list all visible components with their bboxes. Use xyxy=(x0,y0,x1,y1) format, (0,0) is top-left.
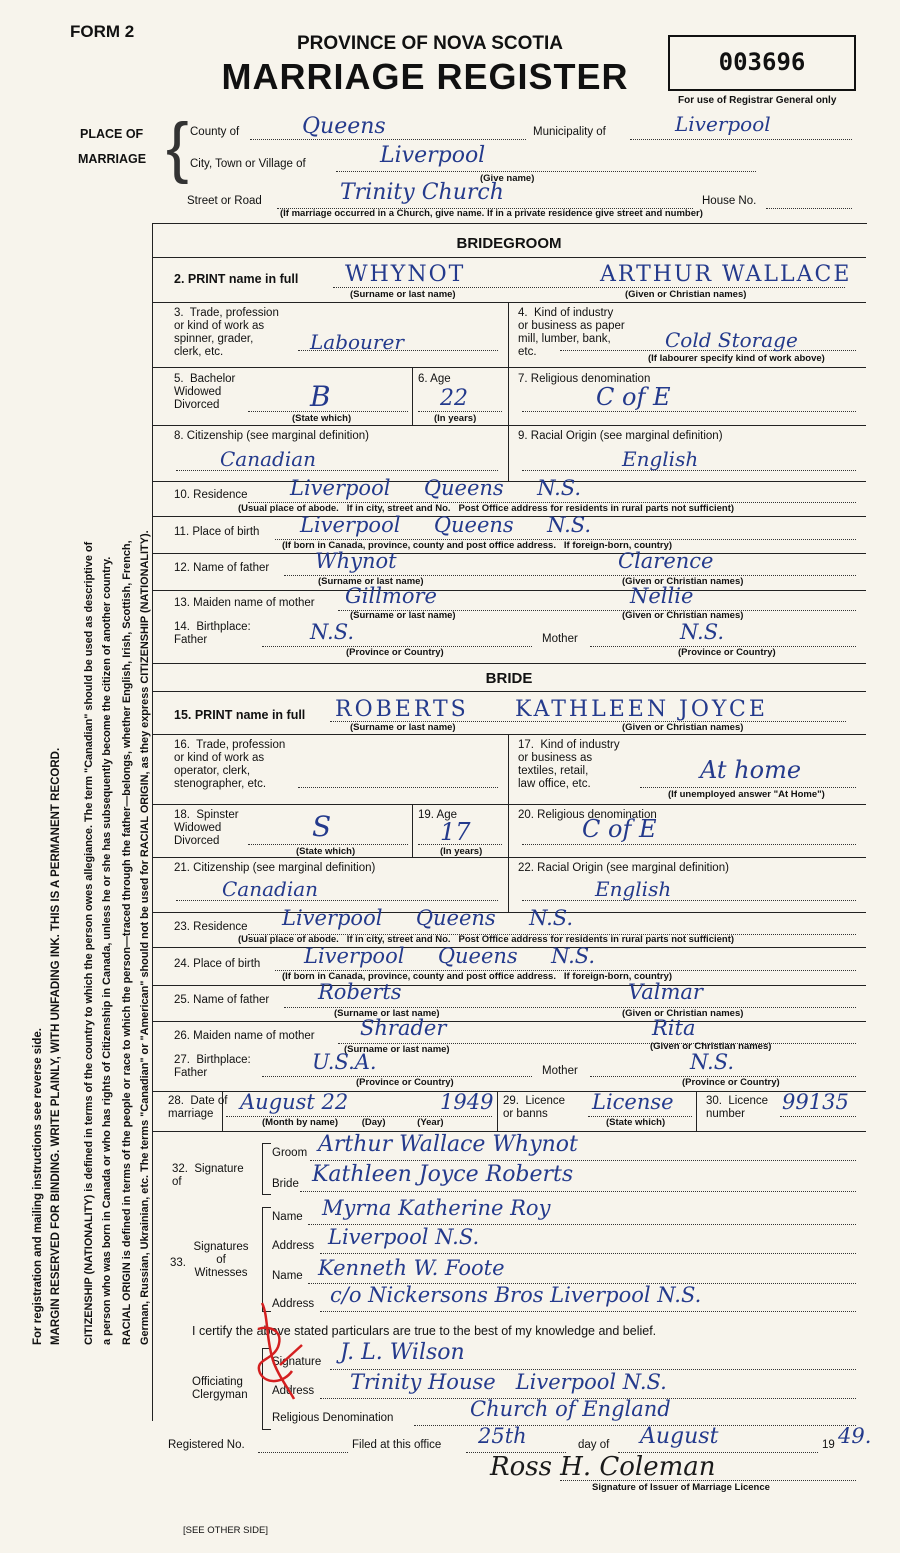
bride-status-label: 18. Spinster Widowed Divorced xyxy=(174,809,239,847)
groom-birthplaces-label: 14. Birthplace: Father xyxy=(174,621,251,646)
groom-father-given-caption: (Given or Christian names) xyxy=(622,576,744,587)
groom-trade: Labourer xyxy=(310,330,404,354)
groom-mother-given-caption: (Given or Christian names) xyxy=(622,610,744,621)
bride-mother-given-caption: (Given or Christian names) xyxy=(650,1041,772,1052)
groom-age-caption: (In years) xyxy=(434,413,477,424)
filed-label: Filed at this office xyxy=(352,1439,442,1451)
clergy-label: Officiating Clergyman xyxy=(192,1376,248,1401)
groom-industry-caption: (If labourer specify kind of work above) xyxy=(648,353,825,364)
margin-line-4: a person who was born in Canada or who has rights of Citizenship in Canada, unless he or she has subsequently become the citizen of another country. xyxy=(101,556,113,1345)
city-value: Liverpool xyxy=(380,143,486,168)
see-other-side: [SEE OTHER SIDE] xyxy=(183,1525,268,1536)
witness1-name-label: Name xyxy=(272,1211,303,1223)
bride-father-given: Valmar xyxy=(628,980,703,1004)
bride-surname: ROBERTS xyxy=(335,697,469,722)
groom-mother-surname-caption: (Surname or last name) xyxy=(350,610,456,621)
groom-father-given: Clarence xyxy=(618,549,714,573)
bride-industry-caption: (If unemployed answer "At Home") xyxy=(668,789,825,800)
bride-signature: Kathleen Joyce Roberts xyxy=(312,1162,574,1187)
form-label: FORM 2 xyxy=(70,22,135,41)
groom-religion-label: 7. Religious denomination xyxy=(518,373,651,385)
issuer-caption: Signature of Issuer of Marriage Licence xyxy=(592,1482,770,1493)
groom-residence: Liverpool Queens N.S. xyxy=(290,476,582,500)
groom-birthplace-label: 11. Place of birth xyxy=(174,526,260,538)
street-value: Trinity Church xyxy=(340,180,504,205)
bride-mother-birthplace: N.S. xyxy=(690,1050,735,1074)
witness1-address-label: Address xyxy=(272,1240,315,1252)
bride-birthplace-label: 24. Place of birth xyxy=(174,958,261,970)
bride-mother-surname: Shrader xyxy=(360,1016,447,1040)
licence-banns-label: 29. Licence or banns xyxy=(503,1095,566,1120)
margin-line-6: German, Russian, Ukrainian, etc. The terms "Canadian" or "American" should not be used for RACIAL ORIGIN, as they express CITIZENSHIP (NATIONALITY). xyxy=(139,530,151,1345)
bride-mother-given: Rita xyxy=(652,1016,696,1040)
municipality-label: Municipality of xyxy=(533,126,606,138)
bride-mother-province-caption: (Province or Country) xyxy=(682,1077,780,1088)
province-title: PROVINCE OF NOVA SCOTIA xyxy=(296,33,564,54)
groom-father-label: 12. Name of father xyxy=(174,562,270,574)
groom-citizenship: Canadian xyxy=(220,447,317,471)
bride-residence-label: 23. Residence xyxy=(174,921,248,933)
bride-father-surname: Roberts xyxy=(318,980,402,1004)
bride-birthplace: Liverpool Queens N.S. xyxy=(304,944,596,968)
bride-given: KATHLEEN JOYCE xyxy=(515,697,768,722)
filed-day: 25th xyxy=(478,1424,527,1448)
bride-father-given-caption: (Given or Christian names) xyxy=(622,1008,744,1019)
bride-industry-label: 17. Kind of industry or business as textiles, retail, law office, etc. xyxy=(518,739,620,790)
place-brace: { xyxy=(166,109,189,185)
bride-religion: C of E xyxy=(582,815,657,843)
witness2-name: Kenneth W. Foote xyxy=(318,1256,505,1280)
groom-mother-given: Nellie xyxy=(630,584,694,608)
bride-citizenship: Canadian xyxy=(222,877,319,901)
clergy-signature-label: Signature xyxy=(272,1356,322,1368)
bride-industry: At home xyxy=(700,756,802,784)
bride-religion-label: 20. Religious denomination xyxy=(518,809,657,821)
street-label: Street or Road xyxy=(187,195,262,207)
marriage-year: 1949 xyxy=(440,1090,494,1114)
marriage-month-day: August 22 xyxy=(240,1090,349,1114)
bride-birthplaces-label: 27. Birthplace: Father xyxy=(174,1054,251,1079)
clergy-address: Trinity House Liverpool N.S. xyxy=(350,1370,667,1394)
certify-statement: I certify the above stated particulars are true to the best of my knowledge and belief. xyxy=(192,1324,657,1338)
bride-father-surname-caption: (Surname or last name) xyxy=(334,1008,440,1019)
groom-father-birthplace: N.S. xyxy=(310,620,355,644)
licence-or-banns: License xyxy=(592,1090,674,1114)
marriage-date-label: 28. Date of marriage xyxy=(168,1095,228,1120)
groom-mother-birthplace: N.S. xyxy=(680,620,725,644)
bride-surname-caption: (Surname or last name) xyxy=(350,722,456,733)
bride-age-caption: (In years) xyxy=(440,846,483,857)
licence-state-caption: (State which) xyxy=(606,1117,666,1128)
bride-father-label: 25. Name of father xyxy=(174,994,270,1006)
filed-month: August xyxy=(640,1424,719,1449)
signature-of-label: 32. Signature of xyxy=(172,1163,244,1188)
bride-father-birthplace: U.S.A. xyxy=(312,1050,377,1074)
groom-racial-label: 9. Racial Origin (see marginal definition) xyxy=(518,430,723,442)
bride-status: S xyxy=(312,810,332,843)
groom-status: B xyxy=(310,380,331,413)
groom-birthplace-caption: (If born in Canada, province, county and post office address. If foreign-born, country) xyxy=(282,540,673,551)
groom-age-label: 6. Age xyxy=(418,373,451,385)
groom-birthplace: Liverpool Queens N.S. xyxy=(300,513,592,537)
bride-age: 17 xyxy=(440,818,471,846)
groom-father-province-caption: (Province or Country) xyxy=(346,647,444,658)
bride-mother-label: 26. Maiden name of mother xyxy=(174,1030,315,1042)
bride-birthplace-caption: (If born in Canada, province, county and post office address. If foreign-born, country) xyxy=(282,971,673,982)
bride-mother-surname-caption: (Surname or last name) xyxy=(344,1044,450,1055)
place-label-1: PLACE OF xyxy=(80,127,144,141)
licence-number-label: 30. Licence number xyxy=(706,1095,769,1120)
bride-sign-label: Bride xyxy=(272,1178,299,1190)
groom-industry: Cold Storage xyxy=(665,328,798,352)
groom-status-label: 5. Bachelor Widowed Divorced xyxy=(174,373,236,411)
issuer-signature: Ross H. Coleman xyxy=(490,1452,716,1482)
register-number: 003696 xyxy=(718,48,806,76)
house-label: House No. xyxy=(702,195,757,207)
give-name-caption: (Give name) xyxy=(480,173,535,184)
clergy-denomination: Church of England xyxy=(470,1397,671,1421)
bride-residence-caption: (Usual place of abode. If in city, street and No. Post Office address for residents in rural parts not sufficient) xyxy=(238,934,735,945)
groom-given: ARTHUR WALLACE xyxy=(600,262,852,287)
groom-name-label: 2. PRINT name in full xyxy=(174,272,299,286)
witness-number: 33. xyxy=(170,1257,186,1269)
groom-mother-label: 13. Maiden name of mother xyxy=(174,597,315,609)
groom-father-surname: Whynot xyxy=(315,549,397,573)
bride-racial: English xyxy=(595,877,672,901)
clergy-denomination-label: Religious Denomination xyxy=(272,1412,394,1424)
groom-citizenship-label: 8. Citizenship (see marginal definition) xyxy=(174,430,369,442)
groom-mother-surname: Gillmore xyxy=(345,584,437,608)
bride-father-province-caption: (Province or Country) xyxy=(356,1077,454,1088)
groom-surname: WHYNOT xyxy=(345,262,466,287)
filed-year: 49. xyxy=(838,1424,872,1448)
witness1-address: Liverpool N.S. xyxy=(328,1225,480,1249)
bride-name-label: 15. PRINT name in full xyxy=(174,708,306,722)
groom-residence-label: 10. Residence xyxy=(174,489,248,501)
form-frame xyxy=(152,223,867,1421)
marriage-date-caption: (Month by name) (Day) (Year) xyxy=(262,1117,444,1128)
bride-residence: Liverpool Queens N.S. xyxy=(282,906,574,930)
bride-racial-label: 22. Racial Origin (see marginal definition) xyxy=(518,862,729,874)
page-title: MARRIAGE REGISTER xyxy=(221,56,629,97)
groom-racial: English xyxy=(622,447,699,471)
groom-father-surname-caption: (Surname or last name) xyxy=(318,576,424,587)
groom-trade-label: 3. Trade, profession or kind of work as spinner, grader, clerk, etc. xyxy=(174,307,279,358)
groom-mother-bp-label: Mother xyxy=(542,633,578,645)
place-label-2: MARRIAGE xyxy=(78,152,147,166)
witness2-name-label: Name xyxy=(272,1270,303,1282)
margin-line-5: RACIAL ORIGIN is defined in terms of the people or race to which the person—traced through the father—belongs, whether English, Irish, Scottish, French, xyxy=(121,540,133,1345)
city-label: City, Town or Village of xyxy=(190,158,306,170)
groom-age: 22 xyxy=(440,386,468,411)
registered-label: Registered No. xyxy=(168,1439,245,1451)
clergy-signature: J. L. Wilson xyxy=(340,1340,465,1365)
groom-industry-label: 4. Kind of industry or business as paper mill, lumber, bank, etc. xyxy=(518,307,625,358)
witnesses-label: Signatures of Witnesses xyxy=(193,1241,249,1279)
registrar-note: For use of Registrar General only xyxy=(678,95,837,106)
margin-line-1: For registration and mailing instructions see reverse side. xyxy=(32,1028,44,1345)
street-caption: (If marriage occurred in a Church, give name. If in a private residence give street and number) xyxy=(280,208,703,219)
bride-age-label: 19. Age xyxy=(418,809,458,821)
margin-line-2: MARGIN RESERVED FOR BINDING. WRITE PLAINLY, WITH UNFADING INK. THIS IS A PERMANENT RECORD. xyxy=(50,747,62,1345)
witness2-address-label: Address xyxy=(272,1298,315,1310)
bride-title: BRIDE xyxy=(485,670,533,687)
groom-mother-province-caption: (Province or Country) xyxy=(678,647,776,658)
groom-signature: Arthur Wallace Whynot xyxy=(318,1132,578,1157)
groom-religion: C of E xyxy=(596,383,671,411)
bride-given-caption: (Given or Christian names) xyxy=(622,722,744,733)
groom-status-caption: (State which) xyxy=(292,413,352,424)
day-of-label: day of xyxy=(578,1439,610,1451)
bride-status-caption: (State which) xyxy=(296,846,356,857)
groom-residence-caption: (Usual place of abode. If in city, street and No. Post Office address for residents in rural parts not sufficient) xyxy=(238,503,735,514)
bride-trade-label: 16. Trade, profession or kind of work as operator, clerk, stenographer, etc. xyxy=(174,739,286,790)
municipality-value: Liverpool xyxy=(675,112,771,136)
red-check-mark xyxy=(250,1295,320,1405)
signature-bracket xyxy=(262,1143,271,1195)
bridegroom-title: BRIDEGROOM xyxy=(456,235,562,252)
groom-given-caption: (Given or Christian names) xyxy=(625,289,747,300)
groom-sign-label: Groom xyxy=(272,1147,308,1159)
county-label: County of xyxy=(190,126,240,138)
bride-mother-bp-label: Mother xyxy=(542,1065,578,1077)
filed-year-prefix: 19 xyxy=(822,1439,835,1451)
witness1-name: Myrna Katherine Roy xyxy=(322,1196,551,1220)
margin-line-3: CITIZENSHIP (NATIONALITY) is defined in terms of the country to which the person owes allegiance. The term "Canadian" should be used as descriptive of xyxy=(83,541,95,1345)
county-value: Queens xyxy=(302,114,386,139)
licence-number: 99135 xyxy=(782,1090,849,1114)
groom-surname-caption: (Surname or last name) xyxy=(350,289,456,300)
bride-citizenship-label: 21. Citizenship (see marginal definition) xyxy=(174,862,376,874)
witness2-address: c/o Nickersons Bros Liverpool N.S. xyxy=(330,1283,702,1307)
clergy-address-label: Address xyxy=(272,1385,315,1397)
